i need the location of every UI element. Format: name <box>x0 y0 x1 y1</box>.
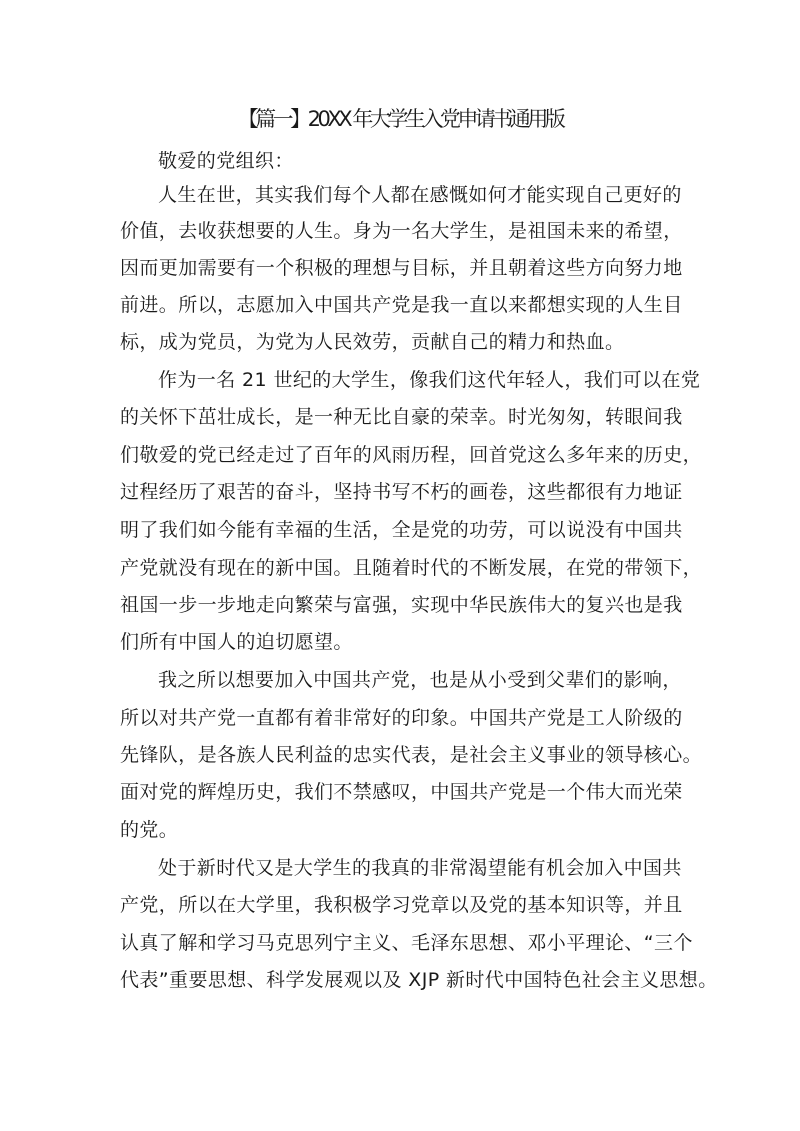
paragraph-line: 的党。 <box>120 819 179 841</box>
paragraph-line: 面对党的辉煌历史，我们不禁感叹，中国共产党是一个伟大而光荣 <box>120 781 683 803</box>
paragraph-line: 祖国一步一步地走向繁荣与富强，实现中华民族伟大的复兴也是我 <box>120 594 683 616</box>
paragraph-line: 先锋队，是各族人民利益的忠实代表，是社会主义事业的领导核心。 <box>120 744 703 766</box>
paragraph-line: 明了我们如今能有幸福的生活，全是党的功劳，可以说没有中国共 <box>120 519 683 541</box>
paragraph-line: 们所有中国人的迫切愿望。 <box>120 631 353 653</box>
paragraph-line: 作为一名 21 世纪的大学生，像我们这代年轻人，我们可以在党 <box>158 369 701 391</box>
paragraph-line: 的关怀下茁壮成长，是一种无比自豪的荣幸。时光匆匆，转眼间我 <box>120 406 683 428</box>
paragraph-line: 因而更加需要有一个积极的理想与目标，并且朝着这些方向努力地 <box>120 257 683 279</box>
salutation: 敬爱的党组织： <box>158 150 294 172</box>
paragraph-line: 认真了解和学习马克思列宁主义、毛泽东思想、邓小平理论、“三个 <box>120 932 693 954</box>
paragraph-line: 代表”重要思想、科学发展观以及 XJP 新时代中国特色社会主义思想。 <box>120 969 718 991</box>
paragraph-line: 产党，所以在大学里，我积极学习党章以及党的基本知识等，并且 <box>120 894 683 916</box>
paragraph-line: 前进。所以，志愿加入中国共产党是我一直以来都想实现的人生目 <box>120 294 683 316</box>
paragraph-line: 产党就没有现在的新中国。且随着时代的不断发展，在党的带领下， <box>120 557 703 579</box>
document-title: 【篇一】20XX 年大学生入党申请书通用版 <box>237 107 563 131</box>
paragraph-line: 们敬爱的党已经走过了百年的风雨历程，回首党这么多年来的历史， <box>120 444 703 466</box>
paragraph-line: 所以对共产党一直都有着非常好的印象。中国共产党是工人阶级的 <box>120 707 683 729</box>
paragraph-line: 价值，去收获想要的人生。身为一名大学生，是祖国未来的希望， <box>120 220 683 242</box>
paragraph-line: 我之所以想要加入中国共产党，也是从小受到父辈们的影响， <box>158 669 682 691</box>
paragraph-line: 人生在世，其实我们每个人都在感慨如何才能实现自己更好的 <box>158 184 682 206</box>
paragraph-line: 过程经历了艰苦的奋斗，坚持书写不朽的画卷，这些都很有力地证 <box>120 481 683 503</box>
paragraph-line: 标，成为党员，为党为人民效劳，贡献自己的精力和热血。 <box>120 331 625 353</box>
paragraph-line: 处于新时代又是大学生的我真的非常渴望能有机会加入中国共 <box>158 857 682 879</box>
